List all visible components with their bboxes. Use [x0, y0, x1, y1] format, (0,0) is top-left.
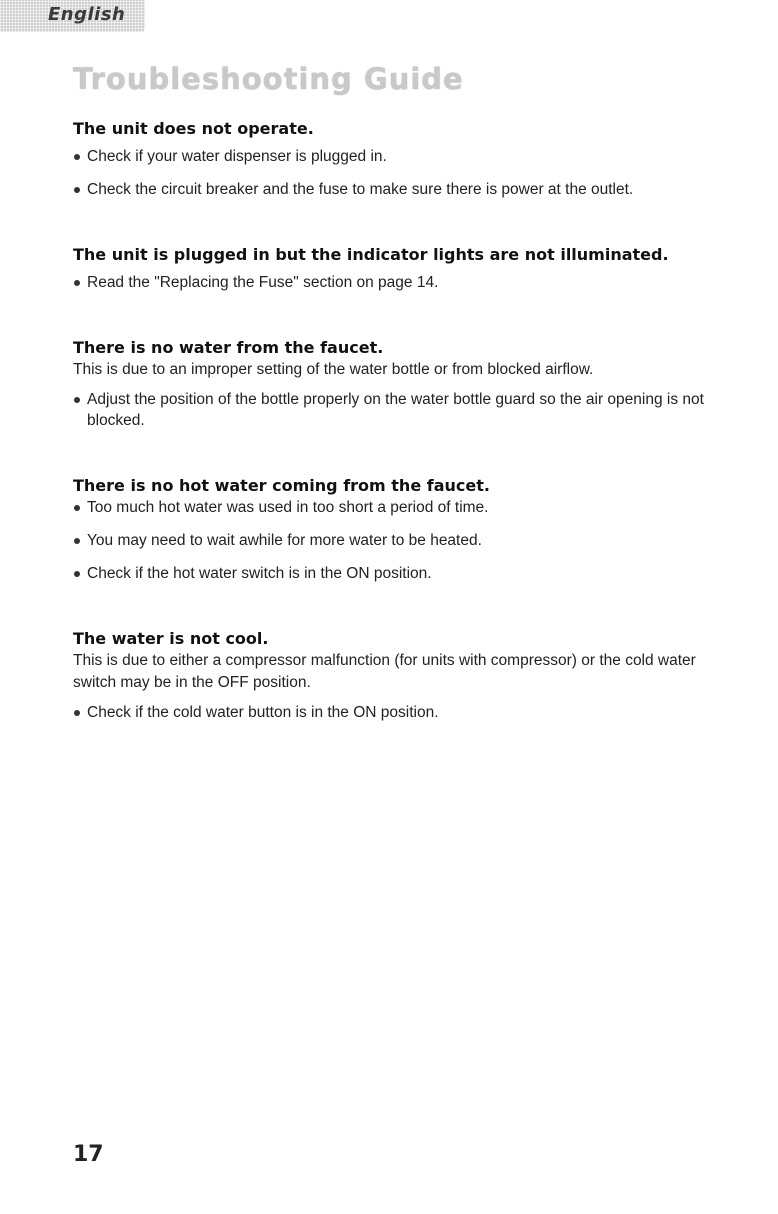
bullet-icon	[74, 397, 80, 403]
page-number: 17	[73, 1142, 104, 1167]
list-item-text: Check if the hot water switch is in the ON position.	[87, 565, 432, 582]
bullet-icon	[74, 571, 80, 577]
list-item-text: Check if the cold water button is in the ON position.	[87, 704, 439, 721]
list-item	[73, 146, 723, 167]
troubleshooting-content	[73, 118, 723, 735]
section-heading: The water is not cool.	[73, 629, 269, 648]
section-heading: There is no hot water coming from the faucet.	[73, 476, 490, 495]
section-water-not-cool	[73, 628, 723, 723]
bullet-list	[73, 389, 723, 431]
list-item	[73, 563, 723, 584]
list-item	[73, 389, 723, 431]
section-no-hot-water	[73, 475, 723, 584]
list-item	[73, 272, 723, 293]
bullet-icon	[74, 154, 80, 160]
section-heading: The unit is plugged in but the indicator lights are not illuminated.	[73, 245, 669, 264]
section-no-water	[73, 337, 723, 431]
list-item	[73, 497, 723, 518]
list-item-text: Check the circuit breaker and the fuse to make sure there is power at the outlet.	[87, 181, 634, 198]
section-indicator-lights	[73, 244, 723, 293]
bullet-list	[73, 497, 723, 584]
list-item-text: You may need to wait awhile for more water to be heated.	[87, 532, 482, 549]
list-item-text: Check if your water dispenser is plugged in.	[87, 148, 387, 165]
list-item	[73, 179, 723, 200]
language-tab	[0, 0, 145, 32]
bullet-icon	[74, 187, 80, 193]
page-title: Troubleshooting Guide	[73, 62, 464, 96]
list-item-text: Too much hot water was used in too short a period of time.	[87, 499, 489, 516]
bullet-list	[73, 272, 723, 293]
list-item-text: Adjust the position of the bottle properly on the water bottle guard so the air opening is not blocked.	[87, 391, 704, 429]
bullet-icon	[74, 505, 80, 511]
list-item	[73, 702, 723, 723]
list-item	[73, 530, 723, 551]
section-heading: The unit does not operate.	[73, 119, 314, 138]
language-label: English	[48, 4, 126, 25]
section-unit-not-operating	[73, 118, 723, 200]
section-intro: This is due to an improper setting of the water bottle or from blocked airflow.	[73, 361, 594, 378]
section-heading: There is no water from the faucet.	[73, 338, 384, 357]
section-intro: This is due to either a compressor malfunction (for units with compressor) or the cold water switch may be in the OFF position.	[73, 652, 696, 691]
bullet-icon	[74, 538, 80, 544]
list-item-text: Read the "Replacing the Fuse" section on page 14.	[87, 274, 439, 291]
bullet-list	[73, 702, 723, 723]
bullet-list	[73, 146, 723, 200]
bullet-icon	[74, 710, 80, 716]
bullet-icon	[74, 280, 80, 286]
